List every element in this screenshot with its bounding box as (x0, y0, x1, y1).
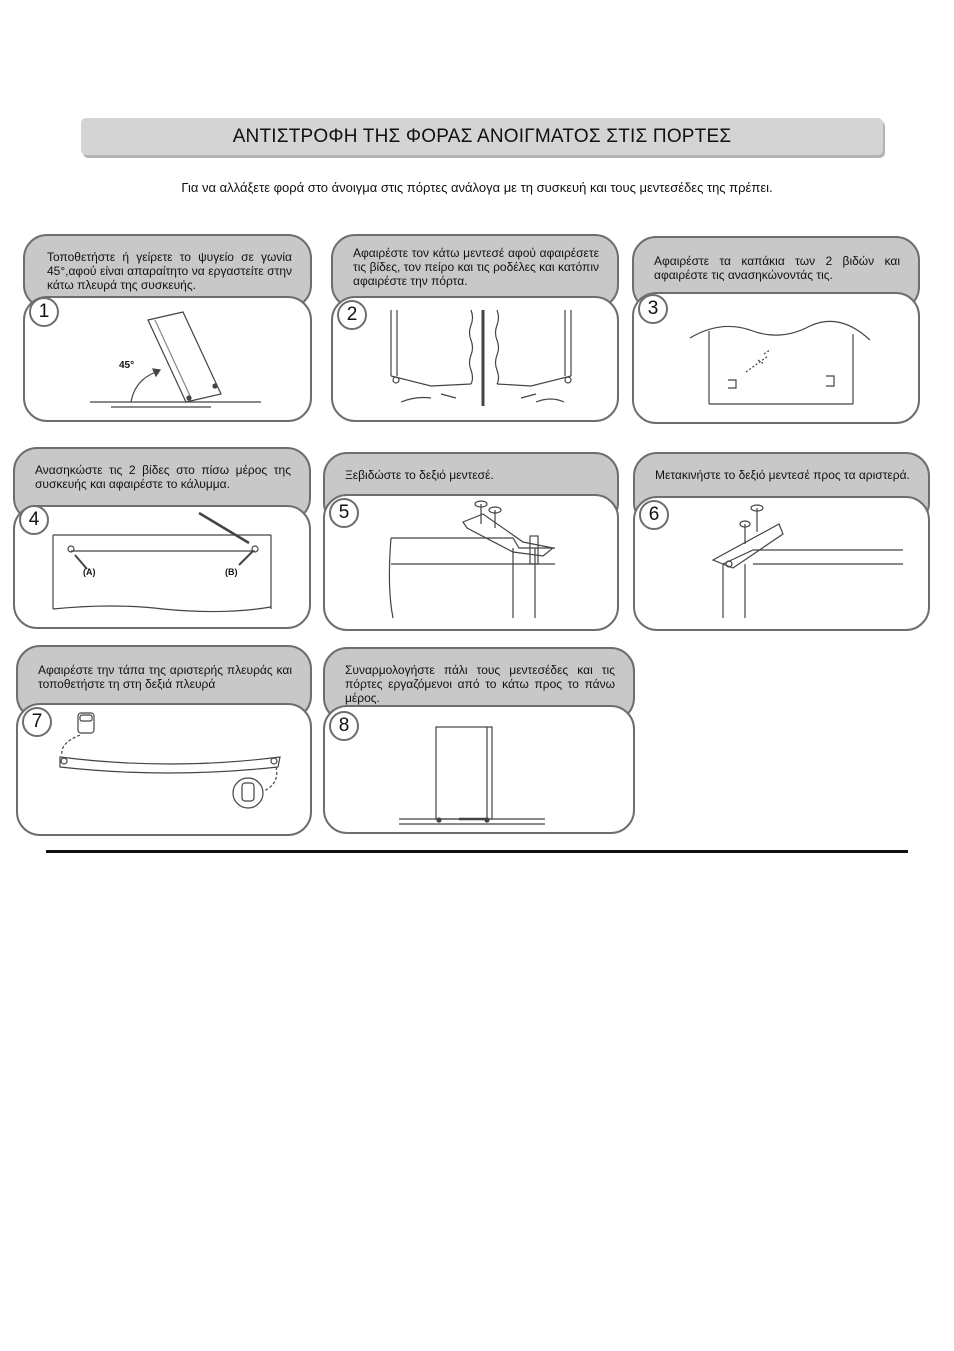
step-3-illustration (632, 236, 920, 424)
step-4-text: Ανασηκώστε τις 2 βίδες στο πίσω μέρος της συσκευής και αφαιρέστε το κάλυμμα. (35, 463, 291, 491)
step-1-illustration (23, 234, 312, 422)
step-6-illustration (633, 452, 930, 631)
step-1-number: 1 (29, 297, 59, 327)
step-3-text: Αφαιρέστε τα καπάκια των 2 βιδών και αφαιρέστε τις ανασηκώνοντάς τις. (654, 254, 900, 282)
step-5-number: 5 (329, 498, 359, 528)
step-8 (323, 647, 635, 834)
step-6 (633, 452, 930, 631)
step-6-number: 6 (639, 500, 669, 530)
step-4 (13, 447, 311, 629)
step-4-illustration (13, 447, 311, 629)
step-1 (23, 234, 312, 422)
step-8-illustration (323, 647, 635, 834)
step-5 (323, 452, 619, 631)
step-5-illustration (323, 452, 619, 631)
step-7-text: Αφαιρέστε την τάπα της αριστερής πλευράς και τοποθετήστε τη στη δεξιά πλευρά (38, 663, 292, 691)
step-3-number: 3 (638, 294, 668, 324)
bottom-rule (46, 850, 908, 853)
page-title: ΑΝΤΙΣΤΡΟΦΗ ΤΗΣ ΦΟΡΑΣ ΑΝΟΙΓΜΑΤΟΣ ΣΤΙΣ ΠΟΡΤΕΣ (81, 118, 883, 155)
step-3 (632, 236, 920, 424)
label-b: (B) (225, 567, 238, 577)
step-4-number: 4 (19, 505, 49, 535)
step-8-number: 8 (329, 711, 359, 741)
step-7-illustration (16, 645, 312, 836)
step-6-text: Μετακινήστε το δεξιό μεντεσέ προς τα αριστερά. (655, 468, 910, 482)
step-2-text: Αφαιρέστε τον κάτω μεντεσέ αφού αφαιρέσετε τις βίδες, τον πείρο και τις ροδέλες και κατόπιν αφαιρέστε την πόρτα. (353, 246, 599, 288)
intro-text: Για να αλλάξετε φορά στο άνοιγμα στις πόρτες ανάλογα με τη συσκευή και τους μεντεσέδες της πρέπει. (181, 180, 773, 195)
step-5-text: Ξεβιδώστε το δεξιό μεντεσέ. (345, 468, 494, 482)
step-2-illustration (331, 234, 619, 422)
label-a: (A) (83, 567, 96, 577)
step-8-text: Συναρμολογήστε πάλι τους μεντεσέδες και τις πόρτες εργαζόμενοι από το κάτω προς το πάνω μέρος. (345, 663, 615, 705)
step-2-number: 2 (337, 300, 367, 330)
angle-label: 45° (119, 360, 135, 371)
step-1-text: Τοποθετήστε ή γείρετε το ψυγείο σε γωνία 45°,αφού είναι απαραίτητο να εργαστείτε στην κάτω πλευρά της συσκευής. (47, 250, 292, 292)
step-7-number: 7 (22, 707, 52, 737)
step-7 (16, 645, 312, 836)
step-2 (331, 234, 619, 422)
